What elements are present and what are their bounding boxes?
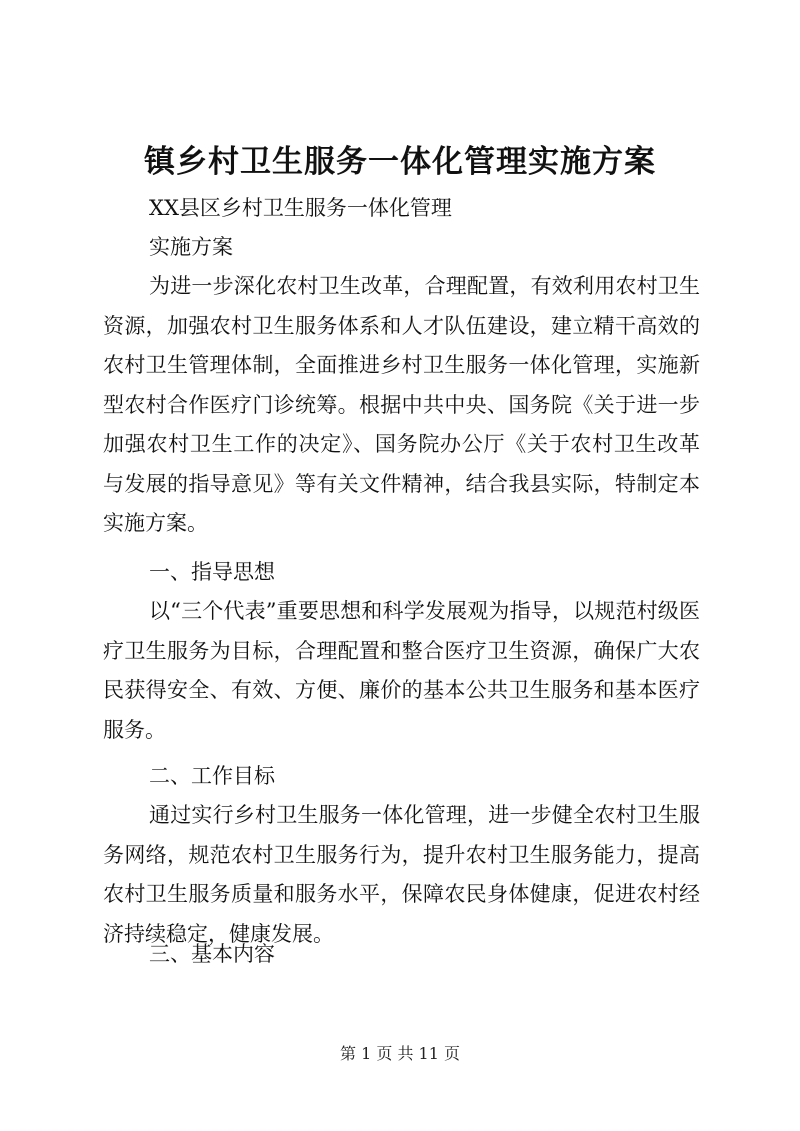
page-number-footer: 第 1 页 共 11 页 <box>340 1044 460 1063</box>
document-title: 镇乡村卫生服务一体化管理实施方案 <box>144 144 656 180</box>
subtitle-line-2: 实施方案 <box>149 235 233 259</box>
subtitle-line-1: XX县区乡村卫生服务一体化管理 <box>149 196 452 220</box>
section-heading-work-goals: 二、工作目标 <box>149 764 275 788</box>
section-heading-guiding-thought: 一、指导思想 <box>149 560 275 584</box>
section-body-work-goals: 通过实行乡村卫生服务一体化管理，进一步健全农村卫生服务网络，规范农村卫生服务行为，提升农村卫生服务能力，提高农村卫生服务质量和服务水平，保障农民身体健康，促进农村经济持续稳定，健康发展。 <box>103 803 700 946</box>
section-heading-basic-content: 三、基本内容 <box>149 942 275 966</box>
intro-paragraph: 为进一步深化农村卫生改革，合理配置，有效利用农村卫生资源，加强农村卫生服务体系和人才队伍建设，建立精干高效的农村卫生管理体制，全面推进乡村卫生服务一体化管理，实施新型农村合作医疗门诊统筹。根据中共中央、国务院《关于进一步加强农村卫生工作的决定》、国务院办公厅《关于农村卫生改革与发展的指导意见》等有关文件精神，结合我县实际，特制定本实施方案。 <box>103 274 700 535</box>
section-body-guiding-thought: 以“三个代表”重要思想和科学发展观为指导，以规范村级医疗卫生服务为目标，合理配置和整合医疗卫生资源，确保广大农民获得安全、有效、方便、廉价的基本公共卫生服务和基本医疗服务。 <box>103 599 700 742</box>
